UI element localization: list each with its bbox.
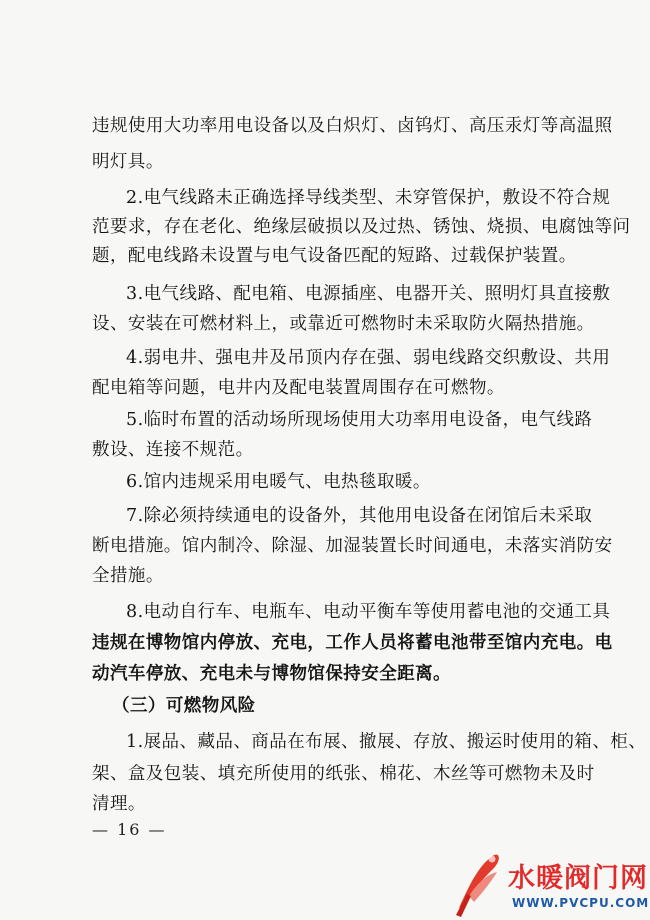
watermark-logo-icon (450, 846, 504, 920)
text-line: 断电措施。馆内制冷、除湿、加湿装置长时间通电，未落实消防安 (92, 536, 613, 556)
text-line: 8.电动自行车、电瓶车、电动平衡车等使用蓄电池的交通工具 (126, 602, 611, 622)
text-line: 配电箱等问题，电井内及配电装置周围存在可燃物。 (92, 378, 505, 398)
site-watermark (450, 846, 650, 920)
text-line: 1.展品、藏品、商品在布展、撤展、存放、搬运时使用的箱、柜、 (126, 732, 647, 752)
watermark-title: 水暖阀门网 (508, 863, 648, 894)
text-line: 清理。 (92, 794, 146, 814)
text-line: 范要求，存在老化、绝缘层破损以及过热、锈蚀、烧损、电腐蚀等问 (92, 217, 631, 237)
watermark-url: WWW.PVCPU.COM (512, 896, 650, 910)
text-line: 动汽车停放、充电未与博物馆保持安全距离。 (92, 664, 451, 684)
text-line: 敷设、连接不规范。 (92, 440, 254, 460)
text-line: 全措施。 (92, 566, 164, 586)
text-line: 5.临时布置的活动场所现场使用大功率用电设备，电气线路 (126, 410, 593, 430)
text-line: 题，配电线路未设置与电气设备匹配的短路、过载保护装置。 (92, 246, 577, 266)
text-line: 设、安装在可燃材料上，或靠近可燃物时未采取防火隔热措施。 (92, 314, 595, 334)
text-line: 4.弱电井、强电井及吊顶内存在强、弱电线路交织敷设、共用 (126, 348, 611, 368)
section-heading: （三）可燃物风险 (112, 696, 256, 716)
text-line: 明灯具。 (92, 152, 164, 172)
text-line: 违规在博物馆内停放、充电，工作人员将蓄电池带至馆内充电。电 (92, 633, 613, 653)
page-number: — 16 — (92, 820, 167, 839)
text-line: 7.除必须持续通电的设备外，其他用电设备在闭馆后未采取 (126, 506, 593, 526)
text-line: 3.电气线路、配电箱、电源插座、电器开关、照明灯具直接敷 (126, 284, 611, 304)
text-line: 架、盒及包装、填充所使用的纸张、棉花、木丝等可燃物未及时 (92, 764, 595, 784)
text-line: 6.馆内违规采用电暖气、电热毯取暖。 (126, 472, 431, 492)
text-line: 违规使用大功率用电设备以及白炽灯、卤钨灯、高压汞灯等高温照 (92, 116, 613, 136)
text-line: 2.电气线路未正确选择导线类型、未穿管保护，敷设不符合规 (126, 188, 611, 208)
